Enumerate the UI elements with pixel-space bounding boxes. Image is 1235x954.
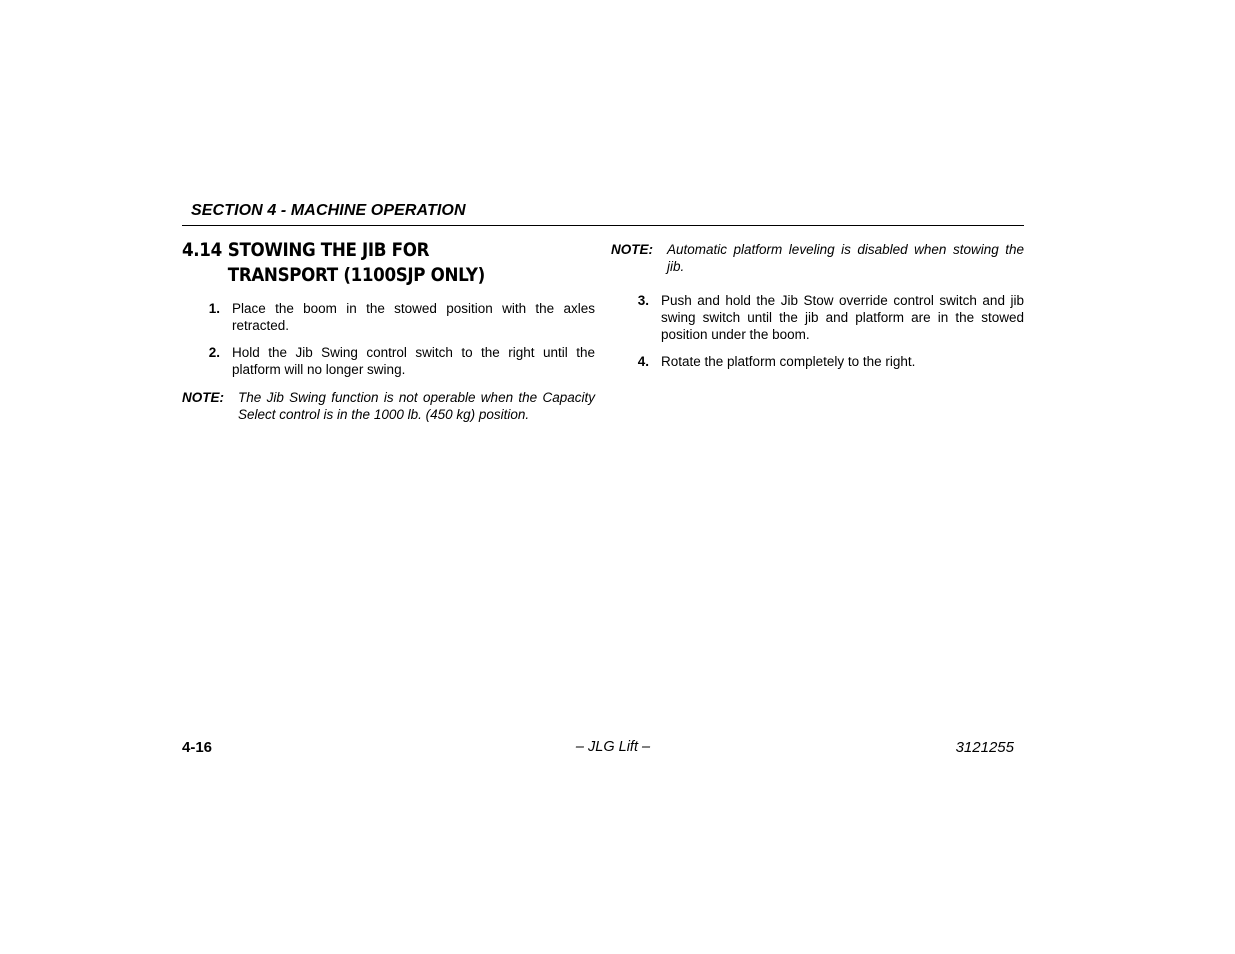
left-step-list [182,300,595,378]
footer-page-number: 4-16 [182,739,213,756]
step-item-2 [182,344,595,378]
section-heading-number: 4.14 [182,239,222,261]
note-text: The Jib Swing function is not operable when the Capacity Select control is in the 1000 lb. (450 kg) position. [238,390,595,422]
section-heading [182,238,596,288]
header-divider [182,225,1024,226]
note-label: NOTE: [182,390,224,405]
step-number: 4. [637,354,649,369]
step-number: 2. [208,345,220,360]
step-text: Place the boom in the stowed position with the axles retracted. [232,301,595,333]
step-text: Push and hold the Jib Stow override control switch and jib swing switch until the jib and platform are in the stowed position under the boom. [661,293,1024,342]
step-text: Rotate the platform completely to the right. [661,354,916,369]
note-text: Automatic platform leveling is disabled when stowing the jib. [667,242,1024,274]
footer-brand-text: – JLG Lift – [575,739,651,755]
right-step-list [611,292,1024,370]
note-platform-leveling [611,241,1024,275]
left-column [182,238,595,423]
step-item-1 [182,300,595,334]
note-label: NOTE: [611,242,653,257]
step-number: 1. [208,301,220,316]
footer-document-number: 3121255 [955,739,1014,756]
step-item-4 [611,353,1024,370]
step-text: Hold the Jib Swing control switch to the right until the platform will no longer swing. [232,345,595,377]
section-header: SECTION 4 - MACHINE OPERATION [191,202,466,219]
section-heading-title: STOWING THE JIB FOR TRANSPORT (1100SJP ONLY) [227,239,485,286]
step-item-3 [611,292,1024,343]
right-column [611,241,1024,370]
step-number: 3. [637,293,649,308]
note-capacity-select [182,389,595,423]
